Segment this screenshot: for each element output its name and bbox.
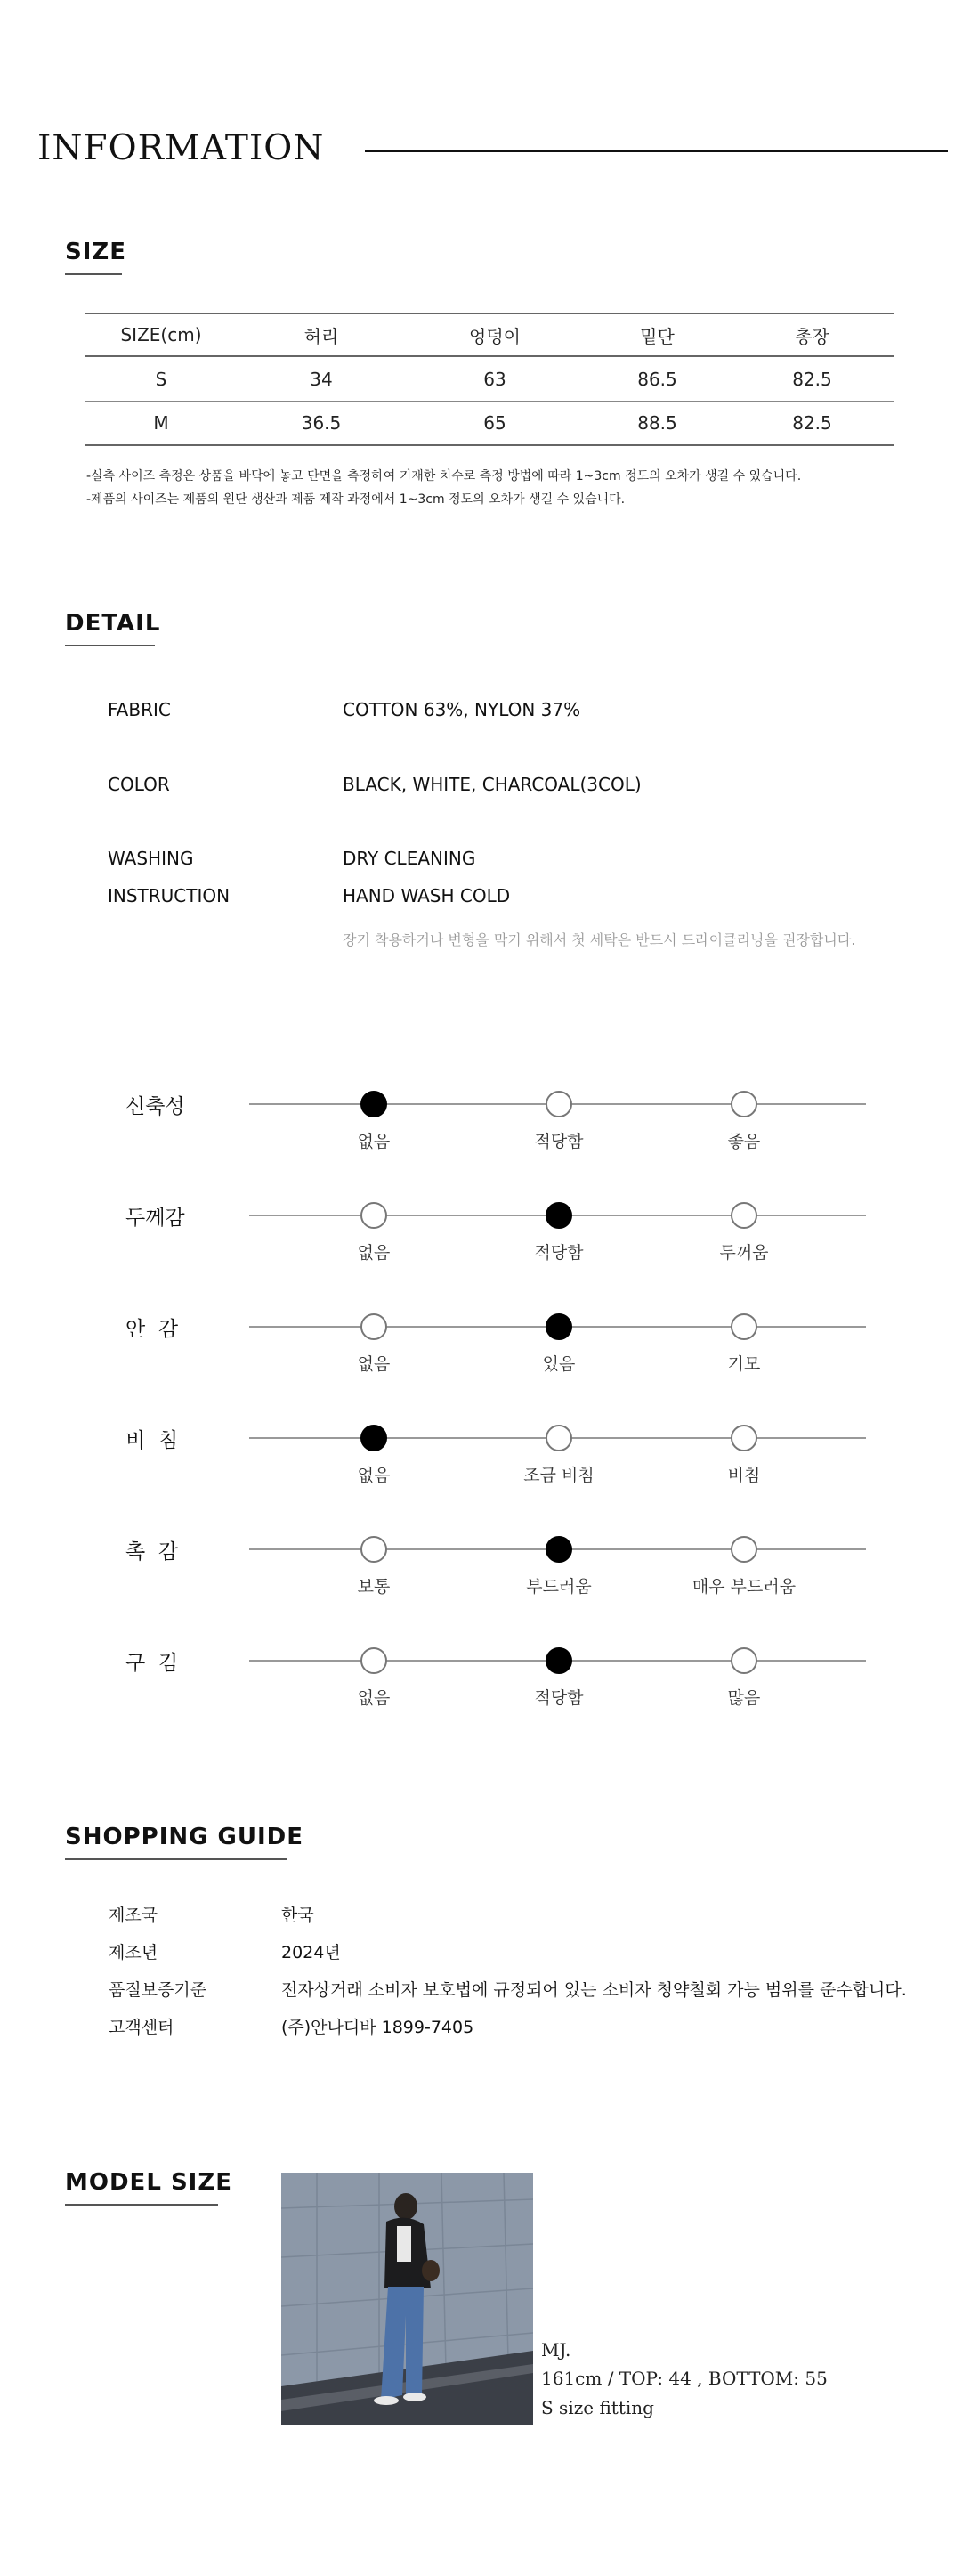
fabric-value: COTTON 63%, NYLON 37%: [343, 699, 581, 720]
guide-value: 전자상거래 소비자 보호법에 규정되어 있는 소비자 청약철회 가능 범위를 준수합니다.: [281, 1980, 907, 2000]
scale-dot-selected: [360, 1425, 387, 1451]
guide-label: 품질보증기준: [109, 1980, 207, 2000]
scale-option-label: 없음: [357, 1688, 391, 1708]
scale-label: 비 침: [125, 1429, 179, 1452]
title-divider: [365, 150, 948, 152]
instruction-value: HAND WASH COLD: [343, 885, 511, 906]
washing-value: DRY CLEANING: [343, 848, 476, 869]
scale-dot-selected: [546, 1647, 572, 1674]
scale-dot: [546, 1091, 572, 1117]
model-name: MJ.: [541, 2339, 571, 2361]
table-cell: 82.5: [792, 368, 832, 390]
scale-dot: [360, 1313, 387, 1340]
scale-dot-selected: [360, 1091, 387, 1117]
size-note: -실측 사이즈 측정은 상품을 바닥에 놓고 단면을 측정하여 기재한 치수로 측정 방법에 따라 1~3cm 정도의 오차가 생길 수 있습니다.: [86, 469, 802, 484]
scale-option-label: 적당함: [534, 1243, 584, 1263]
guide-section-title: SHOPPING GUIDE: [65, 1824, 303, 1850]
scale-label: 두께감: [125, 1207, 185, 1230]
size-table: [85, 313, 894, 446]
fabric-label: FABRIC: [108, 699, 171, 720]
guide-label: 제조국: [109, 1906, 158, 1925]
table-cell: 36.5: [301, 412, 342, 434]
scale-option-label: 적당함: [534, 1132, 584, 1151]
scale-dot: [731, 1536, 757, 1563]
model-title-underline: [65, 2204, 218, 2206]
table-cell: M: [153, 412, 169, 434]
scale-option-label: 적당함: [534, 1688, 584, 1708]
scale-option-label: 두꺼움: [719, 1243, 769, 1263]
scale-label: 구 김: [125, 1652, 179, 1675]
guide-label: 제조년: [109, 1943, 158, 1962]
table-cell: 63: [483, 368, 506, 390]
table-cell: 34: [310, 368, 333, 390]
scale-dot: [731, 1202, 757, 1229]
scale-dot-selected: [546, 1536, 572, 1563]
scale-option-label: 좋음: [727, 1132, 761, 1151]
scale-option-label: 없음: [357, 1243, 391, 1263]
model-photo: [281, 2173, 533, 2425]
table-row: [85, 357, 894, 402]
scale-label: 촉 감: [125, 1540, 179, 1564]
guide-value: (주)안나디바 1899-7405: [281, 2018, 474, 2037]
scale-dot-selected: [546, 1313, 572, 1340]
scale-option-label: 없음: [357, 1354, 391, 1374]
washing-note: 장기 착용하거나 변형을 막기 위해서 첫 세탁은 반드시 드라이클리닝을 권장합니다.: [343, 931, 856, 948]
detail-title-underline: [65, 645, 155, 646]
column-header: 밑단: [640, 325, 675, 347]
scale-option-label: 비침: [727, 1466, 761, 1485]
column-header: 엉덩이: [469, 325, 521, 347]
scale-option-label: 부드러움: [526, 1577, 592, 1597]
table-row: [85, 402, 894, 446]
scale-dot: [360, 1536, 387, 1563]
scale-option-label: 보통: [357, 1577, 391, 1597]
color-label: COLOR: [108, 774, 170, 795]
scale-dot: [360, 1647, 387, 1674]
table-cell: 82.5: [792, 412, 832, 434]
scale-dot: [360, 1202, 387, 1229]
scale-dot: [731, 1647, 757, 1674]
scale-dot-selected: [546, 1202, 572, 1229]
scale-option-label: 기모: [727, 1354, 761, 1374]
guide-title-underline: [65, 1858, 287, 1860]
model-fitting: S size fitting: [541, 2397, 654, 2418]
column-header: 허리: [303, 325, 339, 347]
scale-option-label: 있음: [542, 1354, 576, 1374]
size-note: -제품의 사이즈는 제품의 원단 생산과 제품 제작 과정에서 1~3cm 정도의 오차가 생길 수 있습니다.: [86, 492, 626, 507]
guide-label: 고객센터: [109, 2018, 174, 2037]
color-value: BLACK, WHITE, CHARCOAL(3COL): [343, 774, 642, 795]
instruction-label: INSTRUCTION: [108, 885, 231, 906]
model-measurements: 161cm / TOP: 44 , BOTTOM: 55: [541, 2368, 828, 2389]
scale-dot: [731, 1425, 757, 1451]
scale-dot: [731, 1091, 757, 1117]
scale-option-label: 없음: [357, 1466, 391, 1485]
model-section-title: MODEL SIZE: [65, 2169, 232, 2196]
table-cell: S: [155, 368, 167, 390]
scale-label: 신축성: [125, 1095, 185, 1118]
page-title: INFORMATION: [37, 128, 325, 168]
size-section-title: SIZE: [65, 239, 127, 265]
scale-option-label: 없음: [357, 1132, 391, 1151]
scale-option-label: 매우 부드러움: [692, 1577, 797, 1597]
washing-label: WASHING: [108, 848, 194, 869]
guide-value: 2024년: [281, 1943, 341, 1962]
guide-value: 한국: [281, 1906, 314, 1925]
scale-option-label: 조금 비침: [523, 1466, 595, 1485]
size-notes: [86, 465, 801, 511]
detail-section-title: DETAIL: [65, 610, 161, 637]
column-header: 총장: [795, 325, 829, 347]
table-cell: 86.5: [637, 368, 677, 390]
table-cell: 65: [483, 412, 506, 434]
scale-option-label: 많음: [727, 1688, 761, 1708]
size-title-underline: [65, 273, 122, 275]
table-header-row: [85, 313, 894, 357]
column-header: SIZE(cm): [120, 324, 202, 345]
table-cell: 88.5: [637, 412, 677, 434]
scale-dot: [731, 1313, 757, 1340]
scale-dot: [546, 1425, 572, 1451]
scale-label: 안 감: [125, 1318, 179, 1341]
